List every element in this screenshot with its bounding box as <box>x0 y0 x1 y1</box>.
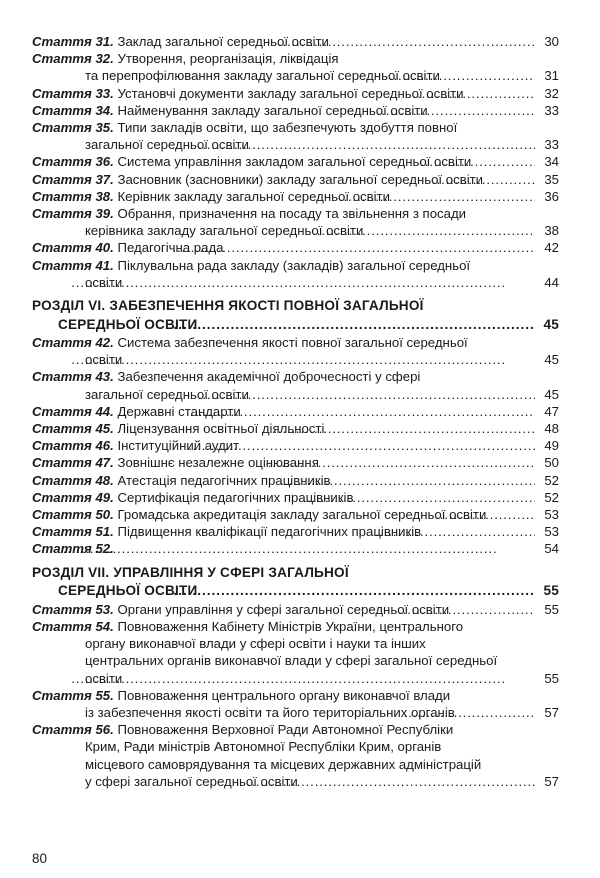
toc-entry[interactable] <box>32 454 559 471</box>
article-title-continued: загальної середньої освіти . . . <box>85 387 249 402</box>
toc-entry[interactable] <box>32 153 559 170</box>
article-label: Стаття 51. <box>32 524 114 540</box>
toc-entry[interactable] <box>32 257 559 291</box>
article-label: Стаття 48. <box>32 472 114 488</box>
toc-entry[interactable] <box>32 368 559 402</box>
toc-entry[interactable] <box>32 33 559 50</box>
page-number: 50 <box>535 454 559 471</box>
article-label: Стаття 54. <box>32 618 114 634</box>
page-number: 47 <box>535 403 559 420</box>
article-label: Стаття 36. <box>32 154 114 170</box>
article-label: Стаття 50. <box>32 507 114 523</box>
article-title-continued: із забезпечення якості освіти та його територіальних органів . . . <box>85 705 455 720</box>
page-number: 33 <box>535 136 559 153</box>
section-title: РОЗДІЛ VI. ЗАБЕЗПЕЧЕННЯ ЯКОСТІ ПОВНОЇ ЗАГАЛЬНОЇ <box>32 298 424 314</box>
article-title-continued: загальної середньої освіти . . . <box>85 137 249 152</box>
page-number: 36 <box>535 188 559 205</box>
toc-entry[interactable] <box>32 85 559 102</box>
section-title-continued: СЕРЕДНЬОЇ ОСВІТИ . . . <box>58 583 197 598</box>
article-label: Стаття 44. <box>32 403 114 419</box>
page-number: 52 <box>535 489 559 506</box>
article-title: Обрання, призначення на посаду та звільнення з посади <box>117 206 467 222</box>
article-title: Система забезпечення якості повної загальної середньої <box>117 335 468 351</box>
article-label: Стаття 31. <box>32 34 114 49</box>
toc-entry[interactable] <box>32 188 559 205</box>
article-label: Стаття 42. <box>32 335 114 351</box>
article-title: Засновник (засновники) закладу загальної середньої освіти . . . <box>117 172 483 187</box>
article-label: Стаття 52. <box>32 541 114 557</box>
toc-entry[interactable] <box>32 420 559 437</box>
page-number: 35 <box>535 171 559 188</box>
article-title: Державні стандарти . . . <box>117 404 240 419</box>
article-label: Стаття 34. <box>32 102 114 118</box>
article-title: Керівник закладу загальної середньої освіти . . . <box>117 189 389 204</box>
article-title: Атестація педагогічних працівників . . . <box>117 473 330 488</box>
toc-entry[interactable] <box>32 687 559 721</box>
article-title-continued: освіти . . . <box>85 352 122 367</box>
article-title: Інституційний аудит . . . <box>117 438 239 453</box>
article-label: Стаття 33. <box>32 85 114 101</box>
toc-entry[interactable] <box>32 205 559 239</box>
article-title: Система управління закладом загальної середньої освіти . . . <box>117 154 471 169</box>
article-label: Стаття 41. <box>32 257 114 273</box>
article-title-continued: центральних органів виконавчої влади у сфері загальної середньої <box>85 653 498 669</box>
article-title: Повноваження Верховної Ради Автономної Республіки <box>117 722 454 738</box>
page-number: 44 <box>535 274 559 291</box>
page-number: 30 <box>535 33 559 50</box>
toc-entry[interactable] <box>32 721 559 790</box>
article-title: Піклувальна рада закладу (закладів) загальної середньої <box>117 257 471 273</box>
article-title: Повноваження Кабінету Міністрів України, центрального <box>117 618 464 634</box>
article-title-continued: місцевого самоврядування та місцевих державних адміністрацій <box>85 756 482 772</box>
page-number: 55 <box>535 670 559 687</box>
article-title-continued: у сфері загальної середньої освіти . . . <box>85 774 298 789</box>
article-title-continued: освіти . . . <box>85 275 122 290</box>
toc-entry[interactable] <box>32 437 559 454</box>
section-heading[interactable] <box>32 564 559 601</box>
page-number: 54 <box>535 540 559 557</box>
article-title: Заклад загальної середньої освіти . . . <box>117 34 328 49</box>
toc-entry[interactable] <box>32 50 559 84</box>
article-label: Стаття 45. <box>32 421 114 437</box>
article-label: Стаття 53. <box>32 601 114 617</box>
article-label: Стаття 47. <box>32 455 114 471</box>
page-number: 42 <box>535 239 559 256</box>
page-number: 57 <box>535 704 559 721</box>
toc-entry[interactable] <box>32 239 559 256</box>
page-footer-number: 80 <box>32 851 48 866</box>
article-label: Стаття 43. <box>32 369 114 385</box>
toc-entry[interactable] <box>32 102 559 119</box>
page-number: 38 <box>535 222 559 239</box>
toc-entry[interactable] <box>32 523 559 540</box>
article-title-continued: керівника закладу загальної середньої освіти . . . <box>85 223 363 238</box>
toc-entry[interactable] <box>32 403 559 420</box>
article-title: Сертифікація педагогічних працівників . . . <box>117 490 353 505</box>
page-number: 55 <box>535 582 559 601</box>
article-title: Типи закладів освіти, що забезпечують здобуття повної <box>117 120 458 136</box>
page-number: 32 <box>535 85 559 102</box>
page-number: 45 <box>535 351 559 368</box>
article-label: Стаття 32. <box>32 51 114 67</box>
article-label: Стаття 46. <box>32 438 114 454</box>
page-number: 34 <box>535 153 559 170</box>
article-label: Стаття 39. <box>32 206 114 222</box>
page-number: 57 <box>535 773 559 790</box>
toc-entry[interactable] <box>32 334 559 368</box>
page-number: 45 <box>535 316 559 335</box>
toc-entry[interactable] <box>32 119 559 153</box>
page-number: 33 <box>535 102 559 119</box>
section-title-continued: СЕРЕДНЬОЇ ОСВІТИ . . . <box>58 317 197 332</box>
article-label: Стаття 37. <box>32 171 114 187</box>
article-title-continued: Крим, Ради міністрів Автономної Республіки Крим, органів <box>85 739 442 755</box>
page-number: 53 <box>535 523 559 540</box>
article-title: Установчі документи закладу загальної середньої освіти . . . <box>117 86 463 101</box>
article-title: Педагогічна рада . . . <box>117 240 223 255</box>
article-title-continued: освіти . . . <box>85 671 122 686</box>
article-title: Громадська акредитація закладу загальної середньої освіти . . . <box>117 507 486 522</box>
article-title-continued: органу виконавчої влади у сфері освіти і науки та інших <box>85 636 426 652</box>
page-number: 53 <box>535 506 559 523</box>
toc-entry[interactable] <box>32 601 559 618</box>
table-of-contents <box>32 33 559 790</box>
article-label: Стаття 49. <box>32 489 114 505</box>
page-number: 31 <box>535 67 559 84</box>
article-title: Зовнішнє незалежне оцінювання . . . <box>117 455 318 470</box>
toc-entry[interactable] <box>32 506 559 523</box>
article-title: Ліцензування освітньої діяльності . . . <box>117 421 324 436</box>
toc-entry[interactable] <box>32 171 559 188</box>
article-title: Забезпечення академічної доброчесності у сфері <box>117 369 421 385</box>
article-title-continued: та перепрофілювання закладу загальної середньої освіти . . . <box>85 68 440 83</box>
article-title: Утворення, реорганізація, ліквідація <box>117 51 339 67</box>
article-label: Стаття 35. <box>32 120 114 136</box>
article-label: Стаття 40. <box>32 240 114 256</box>
article-title: Повноваження центрального органу виконавчої влади <box>117 687 451 703</box>
toc-entry[interactable] <box>32 472 559 489</box>
toc-entry[interactable] <box>32 540 559 557</box>
article-label: Стаття 56. <box>32 722 114 738</box>
page-number: 52 <box>535 472 559 489</box>
article-title: Підвищення кваліфікації педагогічних працівників . . . <box>117 524 421 539</box>
article-label: Стаття 38. <box>32 188 114 204</box>
section-title: РОЗДІЛ VII. УПРАВЛІННЯ У СФЕРІ ЗАГАЛЬНОЇ <box>32 564 349 580</box>
article-label: Стаття 55. <box>32 687 114 703</box>
section-heading[interactable] <box>32 297 559 334</box>
page-number: 49 <box>535 437 559 454</box>
page-number: 48 <box>535 420 559 437</box>
toc-entry[interactable] <box>32 618 559 687</box>
article-title: Органи управління у сфері загальної середньої освіти . . . <box>117 602 449 617</box>
page-number: 55 <box>535 601 559 618</box>
toc-entry[interactable] <box>32 489 559 506</box>
article-title: Найменування закладу загальної середньої освіти . . . <box>117 103 427 118</box>
page-number: 45 <box>535 386 559 403</box>
